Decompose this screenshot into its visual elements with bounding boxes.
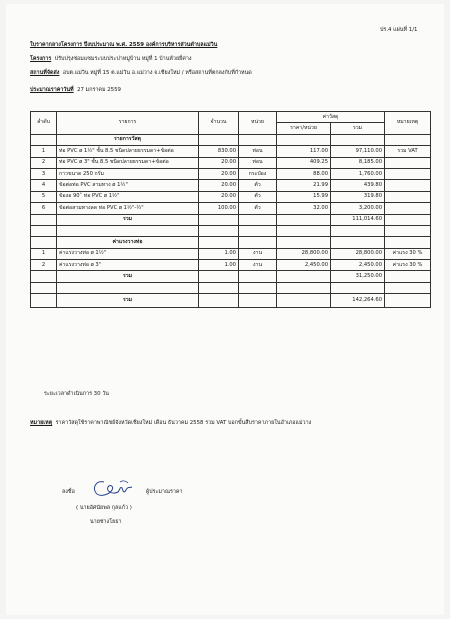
row-qty: 20.00 (199, 157, 239, 168)
row-note (385, 157, 431, 168)
row-qty: 1.00 (199, 260, 239, 271)
table-row (31, 146, 431, 157)
date-line (30, 87, 121, 94)
signer-role: ผู้ประมาณราคา (146, 489, 183, 495)
section-2-title-row (31, 237, 431, 248)
section-1-title-row (31, 134, 431, 145)
row-note: ค่าแรง 30 % (385, 248, 431, 259)
row-total: 1,760.00 (331, 168, 385, 179)
table-row (31, 168, 431, 179)
row-no: 5 (31, 191, 57, 202)
row-qty: 1.00 (199, 248, 239, 259)
date-value: 27 มกราคม 2559 (77, 87, 121, 93)
document-title: ใบราคากลางโครงการ ปีงบประมาณ พ.ศ. 2559 องค์การบริหารส่วนตำบลแม่วิน (30, 42, 218, 48)
table-row (31, 203, 431, 214)
row-unit-price: 28,800.00 (277, 248, 331, 259)
row-note (385, 191, 431, 202)
location-label: สถานที่จัดส่ง (30, 70, 60, 76)
row-qty: 830.00 (199, 146, 239, 157)
row-no: 3 (31, 168, 57, 179)
row-total: 3,200.00 (331, 203, 385, 214)
row-unit: กระป๋อง (239, 168, 277, 179)
row-unit: ตัว (239, 203, 277, 214)
row-note: รวม VAT (385, 146, 431, 157)
row-item: ค่าแรงวางท่อ ø 1½" (57, 248, 199, 259)
col-header-no: ลำดับ (31, 112, 57, 135)
remark-text: ราคาวัสดุใช้ราคาพาณิชย์จังหวัดเชียงใหม่ เดือน ธันวาคม 2558 รวม VAT บอกขั้นสืบราคาภายในอำเภอแม่วาง (55, 420, 312, 426)
remark-label: หมายเหตุ (30, 420, 53, 426)
col-header-total: รวม (331, 123, 385, 134)
row-unit: ตัว (239, 191, 277, 202)
row-item: ข้องอ 90˚ ท่อ PVC ø 1½" (57, 191, 199, 202)
row-unit-price: 409.25 (277, 157, 331, 168)
row-total: 97,110.00 (331, 146, 385, 157)
page-number: ปร.4 แผ่นที่ 1/1 (380, 27, 418, 33)
grand-total: 142,264.60 (331, 294, 385, 308)
row-item: ค่าแรงวางท่อ ø 3" (57, 260, 199, 271)
date-label: ประมาณราคาวันที่ (30, 87, 74, 93)
table-row (31, 260, 431, 271)
row-qty: 20.00 (199, 191, 239, 202)
table-row (31, 180, 431, 191)
table-row (31, 157, 431, 168)
section-2-sum-row (31, 271, 431, 282)
col-header-unit: หน่วย (239, 112, 277, 135)
row-unit-price: 32.00 (277, 203, 331, 214)
row-item: ท่อ PVC ø 3" ชั้น 8.5 ชนิดปลายธรรมดา+ข้อต่อ (57, 157, 199, 168)
price-table (30, 111, 431, 308)
row-no: 2 (31, 157, 57, 168)
row-unit-price: 21.99 (277, 180, 331, 191)
row-no: 4 (31, 180, 57, 191)
section-2-title: ค่าแรงวางท่อ (57, 237, 199, 248)
col-header-unit-price: ราคา/หน่วย (277, 123, 331, 134)
duration-text: ระยะเวลาดำเนินการ 30 วัน (44, 391, 109, 397)
project-label: โครงการ (30, 56, 52, 62)
section-2-rows (31, 248, 431, 271)
section-2-sum-label: รวม (57, 271, 199, 282)
row-qty: 100.00 (199, 203, 239, 214)
row-unit: ตัว (239, 180, 277, 191)
row-qty: 20.00 (199, 168, 239, 179)
section-1-rows (31, 146, 431, 214)
section-1-sum-row (31, 214, 431, 225)
col-header-item: รายการ (57, 112, 199, 135)
col-header-note: หมายเหตุ (385, 112, 431, 135)
signature-mark (90, 478, 136, 500)
section-1-title: รายการวัสดุ (57, 134, 199, 145)
row-total: 319.80 (331, 191, 385, 202)
row-note: ค่าแรง 30 % (385, 260, 431, 271)
row-unit-price: 88.00 (277, 168, 331, 179)
section-1-sum-label: รวม (57, 214, 199, 225)
row-item: กาวขนาด 250 กรัม (57, 168, 199, 179)
remark-line (30, 420, 311, 427)
row-total: 2,450.00 (331, 260, 385, 271)
signer-position: นายช่างโยธา (90, 519, 122, 525)
col-header-qty: จำนวน (199, 112, 239, 135)
row-note (385, 168, 431, 179)
row-item: ข้อต่อท่อ PVC สามทาง ø 1½" (57, 180, 199, 191)
spacer-row (31, 225, 431, 236)
location-line (30, 70, 252, 77)
project-line (30, 56, 192, 63)
grand-total-row (31, 294, 431, 308)
location-value: อบต.แม่วิน หมู่ที่ 15 ต.แม่วิน อ.แม่วาง จ.เชียงใหม่ / หรือสถานที่ตกลงกับที่กำหนด (62, 70, 252, 76)
row-unit-price: 117.00 (277, 146, 331, 157)
row-no: 6 (31, 203, 57, 214)
row-unit: งาน (239, 260, 277, 271)
row-no: 1 (31, 248, 57, 259)
table-row (31, 191, 431, 202)
row-unit-price: 15.99 (277, 191, 331, 202)
grand-total-label: รวม (57, 294, 199, 308)
row-total: 28,800.00 (331, 248, 385, 259)
row-no: 2 (31, 260, 57, 271)
row-qty: 20.00 (199, 180, 239, 191)
row-note (385, 203, 431, 214)
row-no: 1 (31, 146, 57, 157)
row-item: ท่อ PVC ø 1½" ชั้น 8.5 ชนิดปลายธรรมดา+ข้อต่อ (57, 146, 199, 157)
section-2-sum: 31,250.00 (331, 271, 385, 282)
row-total: 8,185.00 (331, 157, 385, 168)
row-unit: ท่อน (239, 146, 277, 157)
row-unit: งาน (239, 248, 277, 259)
row-total: 439.80 (331, 180, 385, 191)
row-item: ข้อต่อสามทางลด ท่อ PVC ø 1½"-½" (57, 203, 199, 214)
col-header-material: ค่าวัสดุ (277, 112, 385, 123)
row-unit-price: 2,450.00 (277, 260, 331, 271)
document-page (6, 4, 444, 615)
table-row (31, 248, 431, 259)
signer-name: ( นายอัศนัยพล กุลแก้ว ) (76, 505, 132, 511)
row-note (385, 180, 431, 191)
section-1-sum: 111,014.60 (331, 214, 385, 225)
sign-label: ลงชื่อ (62, 489, 75, 495)
spacer-row (31, 282, 431, 293)
header-row-1 (31, 112, 431, 123)
project-value: ปรับปรุงซ่อมแซมระบบประปาหมู่บ้าน หมู่ที่ 1 บ้านห้วยยี่ค่าง (54, 56, 192, 62)
row-unit: ท่อน (239, 157, 277, 168)
